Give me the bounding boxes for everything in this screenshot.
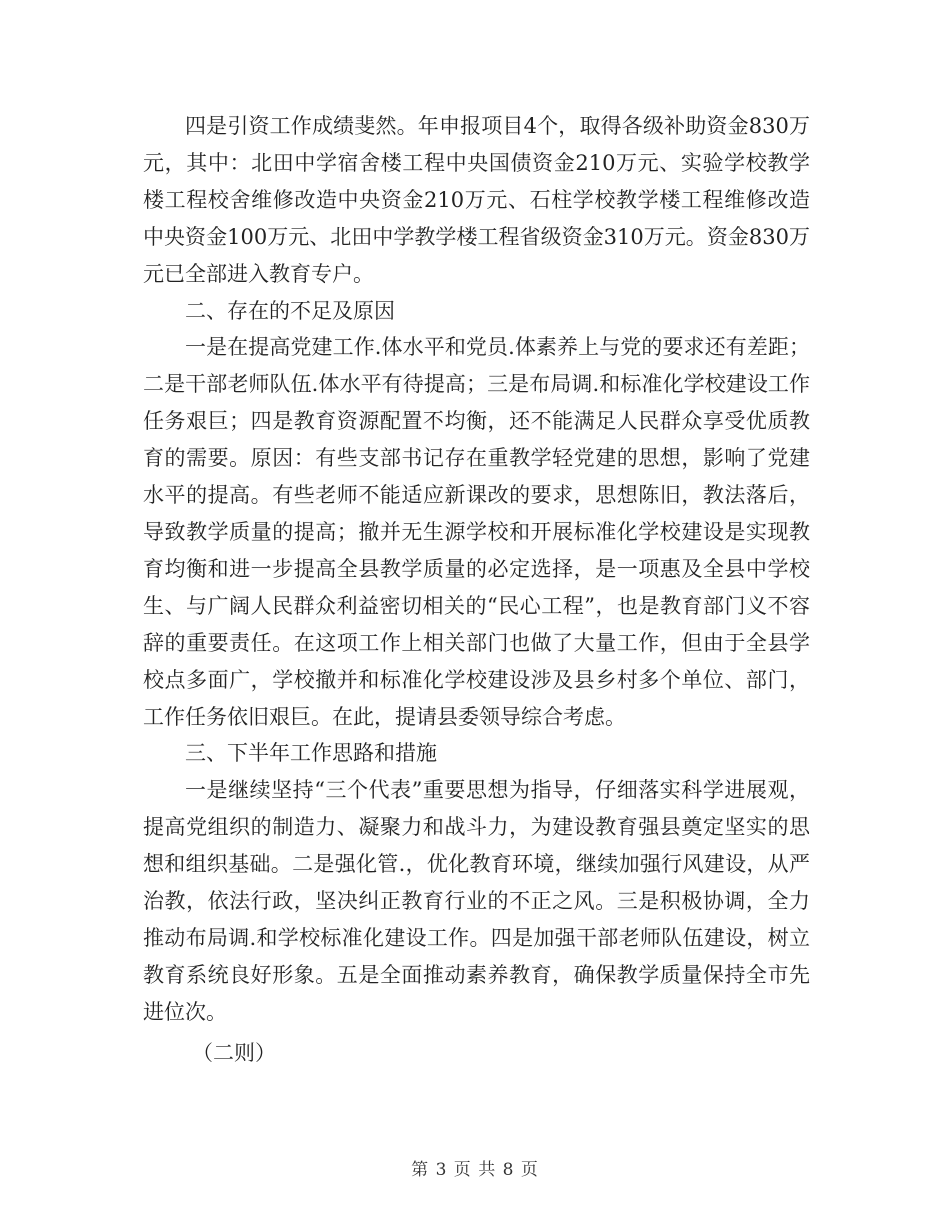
paragraph-funding: 四是引资工作成绩斐然。年申报项目4个，取得各级补助资金830万元，其中：北田中学宿舍楼工程中央国债资金210万元、实验学校教学楼工程校舍维修改造中央资金210万元、石柱学校教学楼工程维修改造中央资金100万元、北田中学教学楼工程省级资金310万元。资金830万元已全部进入教育专户。 [143,114,810,286]
paragraph-shortcomings: 一是在提高党建工作.体水平和党员.体素养上与党的要求还有差距；二是干部老师队伍.体水平有待提高；三是布局调.和标准化学校建设工作任务艰巨；四是教育资源配置不均衡，还不能满足人民群众享受优质教育的需要。原因：有些支部书记存在重教学轻党建的思想，影响了党建水平的提高。有些老师不能适应新课改的要求，思想陈旧，教法落后，导致教学质量的提高；撤并无生源学校和开展标准化学校建设是实现教育均衡和进一步提高全县教学质量的必定选择，是一项惠及全县中学校生、与广阔人民群众利益密切相关的“民心工程”，也是教育部门义不容辞的重要责任。在这项工作上相关部门也做了大量工作，但由于全县学校点多面广，学校撤并和标准化学校建设涉及县乡村多个单位、部门，工作任务依旧艰巨。在此，提请县委领导综合考虑。 [143,335,810,729]
section-marker: （二则） [192,1040,276,1065]
paragraph-next-steps: 一是继续坚持“三个代表”重要思想为指导，仔细落实科学进展观，提高党组织的制造力、凝聚力和战斗力，为建设教育强县奠定坚实的思想和组织基础。二是强化管.，优化教育环境，继续加强行风建设，从严治教，依法行政，坚决纠正教育行业的不正之风。三是积极协调，全力推动布局调.和学校标准化建设工作。四是加强干部老师队伍建设，树立教育系统良好形象。五是全面推动素养教育，确保教学质量保持全市先进位次。 [143,778,810,1024]
page-number-footer: 第 3 页 共 8 页 [411,1160,539,1180]
document-body [143,108,810,1072]
heading-next-steps: 三、下半年工作思路和措施 [185,741,437,766]
heading-shortcomings: 二、存在的不足及原因 [185,298,395,323]
